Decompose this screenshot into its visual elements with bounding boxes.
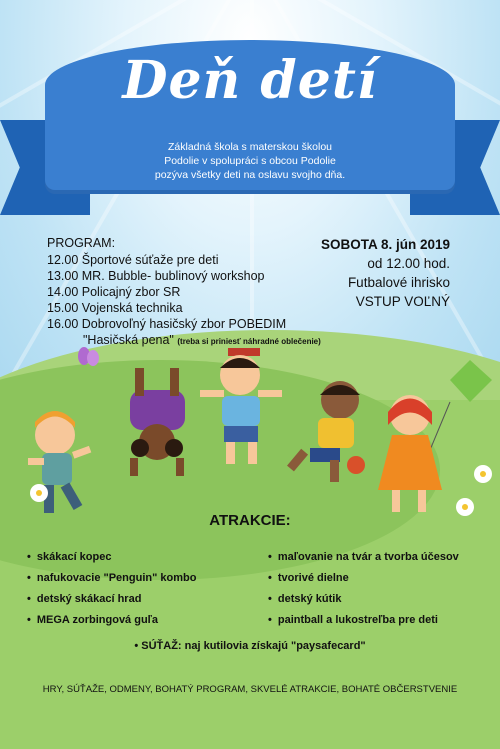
- list-item: • nafukovacie "Penguin" kombo: [27, 568, 196, 589]
- flower-icon: [476, 467, 490, 481]
- invitation-line: Základná škola s materskou školou: [168, 141, 332, 153]
- event-place: Futbalové ihrisko: [347, 275, 450, 290]
- children-illustration: [0, 340, 500, 530]
- event-date: SOBOTA 8. jún 2019: [320, 237, 450, 252]
- invitation-line: pozýva všetky deti na oslavu svojho dňa.: [154, 169, 346, 181]
- contest-text: • SÚŤAŽ: naj kutilovia získajú "paysafecard": [134, 640, 366, 652]
- list-item: • skákací kopec: [27, 547, 196, 568]
- kid-boy-glasses: [200, 348, 282, 464]
- event-time: od 12.00 hod.: [367, 256, 450, 271]
- invitation-text: [0, 140, 500, 182]
- kid-girl-handstand: [130, 368, 185, 476]
- program-extra-note: (treba si priniesť náhradné oblečenie): [177, 337, 321, 346]
- attractions-list-left: [27, 547, 196, 631]
- list-item: • tvorivé dielne: [268, 568, 459, 589]
- event-info: [321, 235, 450, 311]
- program-extra-title: "Hasičská pena": [83, 333, 174, 347]
- invitation-line: Podolie v spolupráci s obcou Podolie: [164, 155, 336, 167]
- kid-boy-kicking: [287, 381, 365, 482]
- list-item: • detský kútik: [268, 589, 459, 610]
- program-item: 12.00 Športové súťaže pre deti: [47, 253, 219, 267]
- attractions-heading: ATRAKCIE:: [209, 512, 291, 529]
- program-item: 16.00 Dobrovoľný hasičský zbor POBEDIM: [47, 317, 287, 331]
- event-entry: VSTUP VOĽNÝ: [355, 294, 450, 309]
- butterfly-icon: [78, 347, 99, 366]
- program-item: 14.00 Policajný zbor SR: [47, 285, 181, 299]
- list-item: • maľovanie na tvár a tvorba účesov: [268, 547, 459, 568]
- program-item: 15.00 Vojenská technika: [47, 301, 183, 315]
- program-list: [47, 235, 321, 350]
- program-item: 13.00 MR. Bubble- bublinový workshop: [47, 269, 265, 283]
- list-item: • MEGA zorbingová guľa: [27, 610, 196, 631]
- list-item: • detský skákací hrad: [27, 589, 196, 610]
- list-item: • paintball a lukostreľba pre deti: [268, 610, 459, 631]
- footer-text: HRY, SÚŤAŽE, ODMENY, BOHATÝ PROGRAM, SKVELÉ ATRAKCIE, BOHATÉ OBČERSTVENIE: [42, 684, 458, 695]
- flower-icon: [32, 486, 46, 500]
- kid-girl-kite: [378, 360, 492, 512]
- page-title: Deň detí: [122, 50, 378, 111]
- attractions-list-right: [268, 547, 459, 631]
- program-heading: PROGRAM:: [47, 236, 116, 250]
